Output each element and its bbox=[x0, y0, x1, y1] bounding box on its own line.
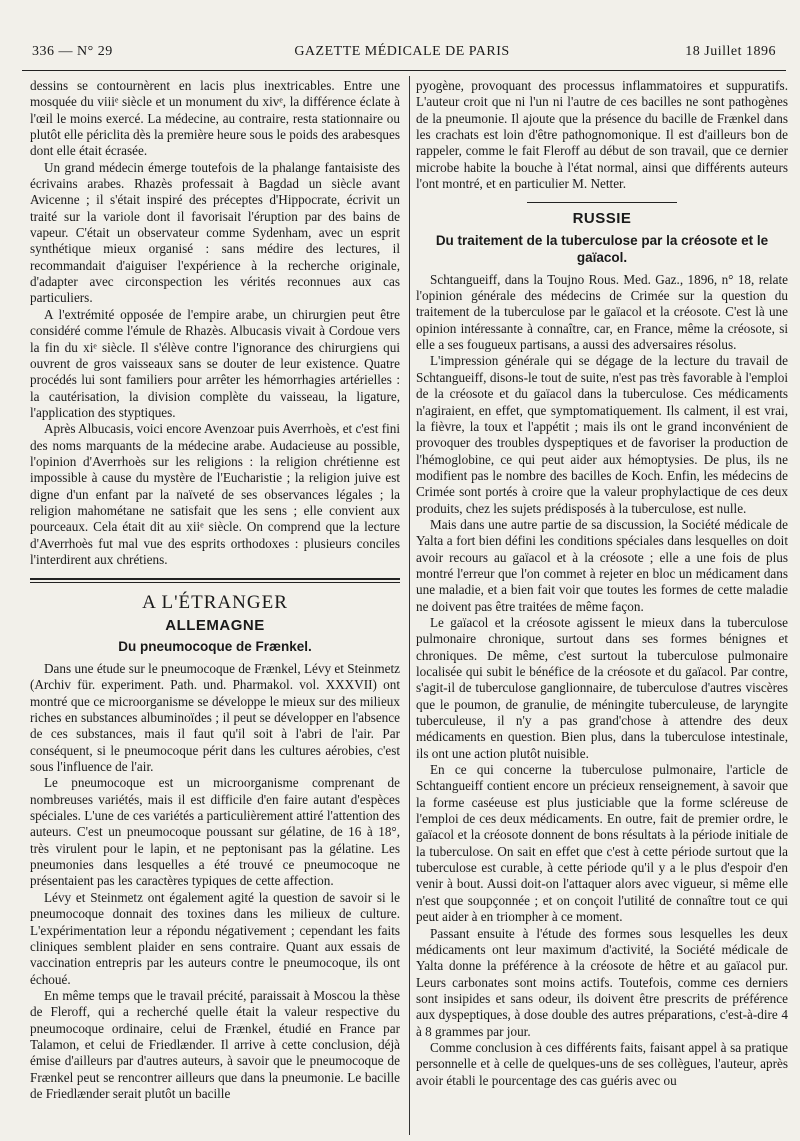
left-column bbox=[30, 78, 400, 1102]
paragraph: Après Albucasis, voici encore Avenzoar puis Averrhoès, et c'est fini des noms marquants de la médecine arabe. Audacieuse au possible, l'opinion d'Averrhoès sur les religions : la religion chrétienne est impossible à cause du mystère de l'Eucharistie ; la religion juive est digne d'un enfant par la naïveté de ses observances légales ; la religion mahométane ne satisfait que les sens ; elle convient aux pourceaux. Cela était dit au xiiᵉ siècle. On comprend que la lecture d'Averrhoès fut mal vue des esprits orthodoxes : plusieurs conciles l'interdirent aux chrétiens. bbox=[30, 421, 401, 567]
paragraph: En ce qui concerne la tuberculose pulmonaire, l'article de Schtangueiff contient encore un précieux renseignement, à savoir que la forme caséeuse est plus justiciable que la forme scléreuse de l'emploi de ces deux médicaments. En outre, fait de premier ordre, le gaïacol et la créosote donnent de bons résultats à la période initiale de la tuberculose. On sait en effet que c'est à cette période surtout que la tuberculose est curable, à cette période qu'il y a le plus d'espoir d'en venir à bout. Aussi doit-on l'attaquer alors avec vigueur, si même elle n'est que soupçonnée ; et on conçoit l'utilité de connaître tout ce qui peut aider à en triompher à ce moment. bbox=[416, 762, 788, 925]
paragraph: pyogène, provoquant des processus inflammatoires et suppuratifs. L'auteur croit que ni l'un ni l'autre de ces bacilles ne sont pathogènes de la pneumonie. Il ajoute que la présence du bacille de Frænkel dans les crachats est loin d'être pathognomonique. Il est d'ailleurs bon de rappeler, comme le fait Fleroff au début de son travail, que ce dernier microbe habite la bouche à l'état normal, ainsi que différents auteurs l'ont montré, et en particulier M. Netter. bbox=[416, 78, 788, 192]
section-rule bbox=[30, 578, 400, 580]
paragraph: Dans une étude sur le pneumocoque de Frænkel, Lévy et Steinmetz (Archiv für. experiment. Path. und. Pharmakol. vol. XXXVII) ont montré que ce microorganisme se développe le mieux sur des milieux riches en substances albuminoïdes ; il peut se développer en l'absence de ces substances, mais il faut qu'il soit à l'abri de l'air. Par conséquent, si le pneumocoque périt dans les cultures aérobies, c'est sous l'influence de l'air. bbox=[30, 661, 400, 775]
country-heading: ALLEMAGNE bbox=[165, 616, 265, 634]
paragraph: En même temps que le travail précité, paraissait à Moscou la thèse de Fleroff, qui a recherché quelle était la valeur respective du pneumocoque ordinaire, celui de Frænkel, étudié en France par Talamon, et celui de Friedlænder. Il arrive à cette conclusion, déjà émise d'ailleurs par d'autres auteurs, à savoir que le pneumocoque de Frænkel peut se rencontrer ailleurs que dans la pneumonie. Le bacille de Friedlænder serait plutôt un bacille bbox=[30, 987, 400, 1101]
paragraph: Passant ensuite à l'étude des formes sous lesquelles les deux médicaments ont leur maximum d'activité, la Société médicale de Yalta donne la préférence à la créosote de hêtre et au gaïacol pur. Leurs carbonates sont moins actifs. Toutefois, comme ces derniers sont insipides et sans odeur, ils doivent être prescrits de préférence aux dyspeptiques, à dose double des autres préparations, c'est-à-dire 4 à 8 grammes par jour. bbox=[416, 925, 788, 1039]
issue-number: — N° 29 bbox=[58, 44, 113, 59]
section-rule bbox=[527, 202, 677, 203]
paragraph: L'impression générale qui se dégage de la lecture du travail de Schtangueiff, disons-le tout de suite, n'est pas très favorable à l'emploi de la créosote et du gaïacol dans la tuberculose. Ces médicaments n'agiraient, en effet, que symptomatiquement. Ils calment, il est vrai, la fièvre, la toux et l'appétit ; mais ils ont le grand inconvénient de provoquer des troubles dyspeptiques et de favoriser la production de l'hémoglobine, ce qui peut aider aux hémoptysies. De plus, ils ne modifient pas le nombre des bacilles de Koch. Enfin, les médecins de Crimée sont portés à croire que la valeur prophylactique de ces deux produits, chez les sujets prédisposés à la tuberculose, est nulle. bbox=[416, 353, 788, 516]
page-number-text: 336 bbox=[32, 44, 55, 59]
section-rule bbox=[30, 582, 400, 583]
section-heading: A L'ÉTRANGER bbox=[142, 592, 288, 614]
article-title: Du pneumocoque de Frænkel. bbox=[118, 639, 312, 654]
paragraph: Lévy et Steinmetz ont également agité la question de savoir si le pneumocoque donnait des toxines dans les milieux de culture. L'expérimentation leur a répondu négativement ; cependant les faits cliniques semblent plaider en sens contraire. Quant aux essais de vaccination entrepris par les auteurs contre le pneumocoque, ils ont échoué. bbox=[30, 889, 400, 987]
journal-title: GAZETTE MÉDICALE DE PARIS bbox=[294, 44, 510, 59]
paragraph: Mais dans une autre partie de sa discussion, la Société médicale de Yalta a fort bien défini les conditions spéciales dans lesquelles on doit avoir recours au gaïacol et à la créosote ; elle a une fois de plus montré l'erreur que l'on commet à rejeter en bloc un médicament dans une maladie, et a bien fait voir que toutes les formes de cette maladie ne doivent pas être traitées de même façon. bbox=[416, 516, 788, 614]
page-header bbox=[22, 38, 782, 68]
paragraph: Le pneumocoque est un microorganisme comprenant de nombreuses variétés, mais il est difficile d'en faire autant d'espèces spéciales. L'une de ces variétés a particulièrement attiré l'attention des auteurs. C'est un pneumocoque poussant sur gélatine, de 16 à 18°, très virulent pour le lapin, et ne peptonisant pas la gélatine. Les pneumonies dans lesquelles a été trouvé ce pneumocoque ne présentaient pas les caractères typiques de cette affection. bbox=[30, 775, 400, 889]
paragraph: Un grand médecin émerge toutefois de la phalange fantaisiste des écrivains arabes. Rhazès professait à Bagdad un siècle avant Avicenne ; il s'était inspiré des préceptes d'Hippocrate, écrivit un traité sur la variole dont il favorisait l'éruption par des bains de vapeur. C'était un observateur comme Sydenham, avec un esprit synthétique mieux organisé : sans médire des lectures, il recommandait d'aiguiser l'expérience à la recherche originale, d'adapter avec circonspection les vérités reconnues aux cas particuliers. bbox=[30, 159, 400, 306]
article-title: Du traitement de la tuberculose par la créosote et le gaïacol. bbox=[435, 232, 769, 265]
paragraph: Comme conclusion à ces différents faits, faisant appel à sa pratique personnelle et à celle de quelques-uns de ses collègues, l'auteur, après avoir établi le pourcentage des cas guéris avec ou bbox=[416, 1039, 788, 1088]
header-rule bbox=[22, 70, 786, 71]
paragraph: dessins se contournèrent en lacis plus inextricables. Entre une mosquée du viiiᵉ siècle et un monument du xivᵉ, la différence éclate à l'œil le moins exercé. La médecine, au contraire, resta stationnaire ou plutôt elle périclita dès la première heure sous le poids des arabesques dont elle était écrasée. bbox=[30, 78, 400, 159]
paragraph: A l'extrémité opposée de l'empire arabe, un chirurgien peut être considéré comme l'émule de Rhazès. Albucasis vivait à Cordoue vers la fin du xiᵉ siècle. Il s'élève contre l'ignorance des chirurgiens qui ouvrent de gros vaisseaux sans se douter de leur existence. Quatre procédés lui sont familiers pour arrêter les hémorrhagies artérielles : la cautérisation, la division complète du vaisseau, la ligature, l'application des styptiques. bbox=[30, 306, 400, 420]
country-heading: RUSSIE bbox=[572, 210, 632, 228]
right-column bbox=[416, 78, 788, 1089]
issue-date: 18 Juillet 1896 bbox=[685, 44, 776, 59]
column-divider bbox=[409, 76, 410, 1135]
paragraph: Le gaïacol et la créosote agissent le mieux dans la tuberculose pulmonaire chronique, surtout dans ses formes bénignes et chroniques. De même, c'est surtout la tuberculose pulmonaire localisée qui subit le bénéfice de la créosote et du gaïacol. Par contre, s'agit-il de tuberculose ganglionnaire, de tuberculose d'autres viscères que le poumon, de granulie, de méningite tuberculeuse, de laryngite tuberculeuse, il n'y a pas grand'chose à attendre des deux médicaments en question. Bien plus, dans la tuberculose intestinale, ils ont une action plutôt nuisible. bbox=[416, 614, 788, 761]
paragraph: Schtangueiff, dans la Toujno Rous. Med. Gaz., 1896, n° 18, relate l'opinion générale des médecins de Crimée sur la question du traitement de la tuberculose par le gaïacol et la créosote. C'est là une opinion intéressante à connaître, car, en France, même la créosote, si elle a ses fougueux partisans, a aussi des adversaires résolus. bbox=[416, 271, 788, 353]
